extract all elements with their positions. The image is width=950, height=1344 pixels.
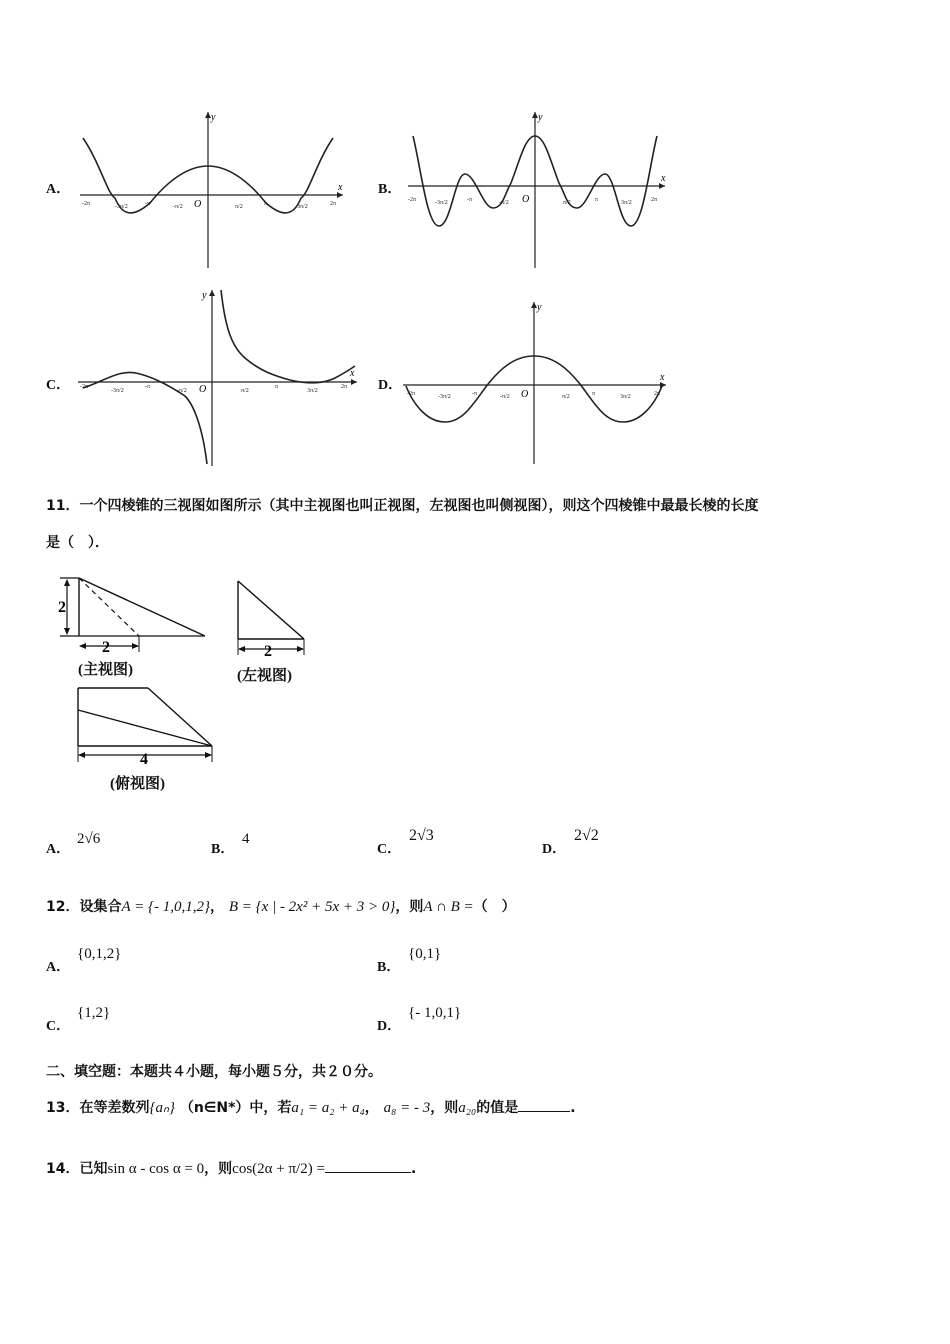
q12-expr: A ∩ B = xyxy=(423,899,474,915)
graph-option-b xyxy=(405,108,670,270)
q13-target: a₂₀ xyxy=(458,1100,477,1116)
q12-set-b: B = {x | - 2x² + 5x + 3 > 0} xyxy=(228,899,396,915)
axis-x-label: x xyxy=(661,173,666,184)
svg-text:π: π xyxy=(264,201,268,207)
svg-text:3π/2: 3π/2 xyxy=(620,394,631,400)
axis-x-label: x xyxy=(338,182,343,193)
axis-y-label: y xyxy=(537,302,542,313)
svg-text:2π: 2π xyxy=(330,201,337,207)
q13-end: . xyxy=(570,1100,576,1116)
q13-answer-blank[interactable] xyxy=(518,1099,570,1112)
svg-text:-π: -π xyxy=(472,391,478,397)
graph-option-d xyxy=(400,298,670,468)
q13-eq1: a₁ = a₂ + a₄ xyxy=(291,1100,365,1116)
axis-x-label: x xyxy=(350,368,355,379)
q11-option-c: 2√3 xyxy=(409,827,434,844)
q14-mid: ，则 xyxy=(204,1161,233,1177)
q14-stem xyxy=(46,1158,416,1178)
top-view-diagram xyxy=(70,682,220,772)
top-view-caption: (俯视图) xyxy=(110,776,165,792)
q11-option-a: 2√6 xyxy=(77,831,101,847)
q14-expr: cos(2α + π/2) = xyxy=(232,1161,325,1177)
graph-option-a xyxy=(75,108,350,270)
svg-text:-2π: -2π xyxy=(80,384,89,390)
svg-text:π/2: π/2 xyxy=(235,204,243,210)
q14-end: . xyxy=(410,1161,417,1177)
svg-text:-π: -π xyxy=(145,201,151,207)
svg-text:π/2: π/2 xyxy=(241,388,249,394)
q12-option-b: {0,1} xyxy=(408,946,442,962)
q13-mid: ，则 xyxy=(430,1100,459,1116)
q12-option-a-label: A． xyxy=(46,960,71,975)
q12-stem xyxy=(46,896,516,916)
q14-prefix: 14．已知 xyxy=(46,1161,108,1177)
q14-answer-blank[interactable] xyxy=(325,1160,411,1173)
svg-text:2π: 2π xyxy=(651,197,658,203)
origin-label: O xyxy=(521,389,529,400)
svg-text:π: π xyxy=(592,391,596,397)
section-heading: 二、填空题：本题共４小题，每小题５分，共２０分。 xyxy=(46,1064,382,1080)
front-view-caption: (主视图) xyxy=(78,662,133,678)
q13-stem xyxy=(46,1097,576,1117)
q13-prefix: 13．在等差数列 xyxy=(46,1100,150,1116)
axis-y-label: y xyxy=(211,112,216,123)
axis-y-label: y xyxy=(538,112,543,123)
q13-suffix: 的值是 xyxy=(476,1100,519,1116)
svg-text:π/2: π/2 xyxy=(563,200,571,206)
origin-label: O xyxy=(194,199,202,210)
option-d-label: D． xyxy=(378,378,403,393)
q12-option-a: {0,1,2} xyxy=(77,946,122,962)
q11-option-b: 4 xyxy=(242,831,250,847)
svg-text:3π/2: 3π/2 xyxy=(621,200,632,206)
q11-option-a-label: A． xyxy=(46,842,71,857)
q11-option-c-label: C． xyxy=(377,842,402,857)
side-view-caption: (左视图) xyxy=(237,668,292,684)
dim-front-height: 2 xyxy=(58,599,66,616)
dim-side-width: 2 xyxy=(264,643,272,660)
q11-option-b-label: B． xyxy=(211,842,235,857)
origin-label: O xyxy=(199,384,207,395)
svg-text:2π: 2π xyxy=(341,384,348,390)
svg-text:-π: -π xyxy=(467,197,473,203)
svg-text:2π: 2π xyxy=(654,391,661,397)
svg-text:-3π/2: -3π/2 xyxy=(111,388,124,394)
svg-text:-π/2: -π/2 xyxy=(499,200,509,206)
q11-option-d-label: D． xyxy=(542,842,567,857)
dim-front-width: 2 xyxy=(102,639,110,656)
q13-seq: {aₙ} xyxy=(149,1100,175,1116)
q12-suffix: （ ） xyxy=(473,899,516,915)
q13-comma: ， xyxy=(364,1100,379,1116)
svg-text:π: π xyxy=(595,197,599,203)
q11-option-d: 2√2 xyxy=(574,827,599,844)
svg-text:π: π xyxy=(275,384,279,390)
q12-comma: ， xyxy=(210,899,224,915)
svg-text:-π/2: -π/2 xyxy=(500,394,510,400)
q11-stem-line1: 11．一个四棱锥的三视图如图所示（其中主视图也叫正视图，左视图也叫侧视图），则这个四棱锥中最最长棱的长度 xyxy=(46,498,759,514)
q12-option-b-label: B． xyxy=(377,960,401,975)
svg-text:-π/2: -π/2 xyxy=(173,204,183,210)
q12-option-d-label: D． xyxy=(377,1019,402,1034)
q12-mid: ，则 xyxy=(395,899,424,915)
svg-text:-π: -π xyxy=(145,384,151,390)
svg-text:-2π: -2π xyxy=(407,391,416,397)
origin-label: O xyxy=(522,194,530,205)
svg-text:-2π: -2π xyxy=(82,201,91,207)
q11-stem-line2: 是（ ）． xyxy=(46,535,109,551)
side-view-diagram xyxy=(230,575,315,665)
svg-text:π/2: π/2 xyxy=(562,394,570,400)
svg-text:-2π: -2π xyxy=(408,197,417,203)
svg-text:-π/2: -π/2 xyxy=(177,388,187,394)
svg-text:-3π/2: -3π/2 xyxy=(115,204,128,210)
q12-set-a: A = {- 1,0,1,2} xyxy=(121,899,210,915)
q14-eq: sin α - cos α = 0 xyxy=(107,1161,205,1177)
axis-x-label: x xyxy=(660,372,665,383)
svg-text:3π/2: 3π/2 xyxy=(297,204,308,210)
dim-top-width: 4 xyxy=(140,751,148,768)
option-a-label: A． xyxy=(46,182,71,197)
option-b-label: B． xyxy=(378,182,402,197)
svg-text:-3π/2: -3π/2 xyxy=(438,394,451,400)
svg-text:-3π/2: -3π/2 xyxy=(435,200,448,206)
svg-text:3π/2: 3π/2 xyxy=(307,388,318,394)
axis-y-label: y xyxy=(202,290,207,301)
option-c-label: C． xyxy=(46,378,71,393)
graph-option-c xyxy=(75,286,360,468)
q13-eq2: a₈ = - 3 xyxy=(383,1100,431,1116)
q12-option-d: {- 1,0,1} xyxy=(408,1005,462,1021)
q12-prefix: 12．设集合 xyxy=(46,899,122,915)
q13-cond: （n∈N*）中，若 xyxy=(179,1100,292,1116)
q12-option-c-label: C． xyxy=(46,1019,71,1034)
q12-option-c: {1,2} xyxy=(77,1005,111,1021)
